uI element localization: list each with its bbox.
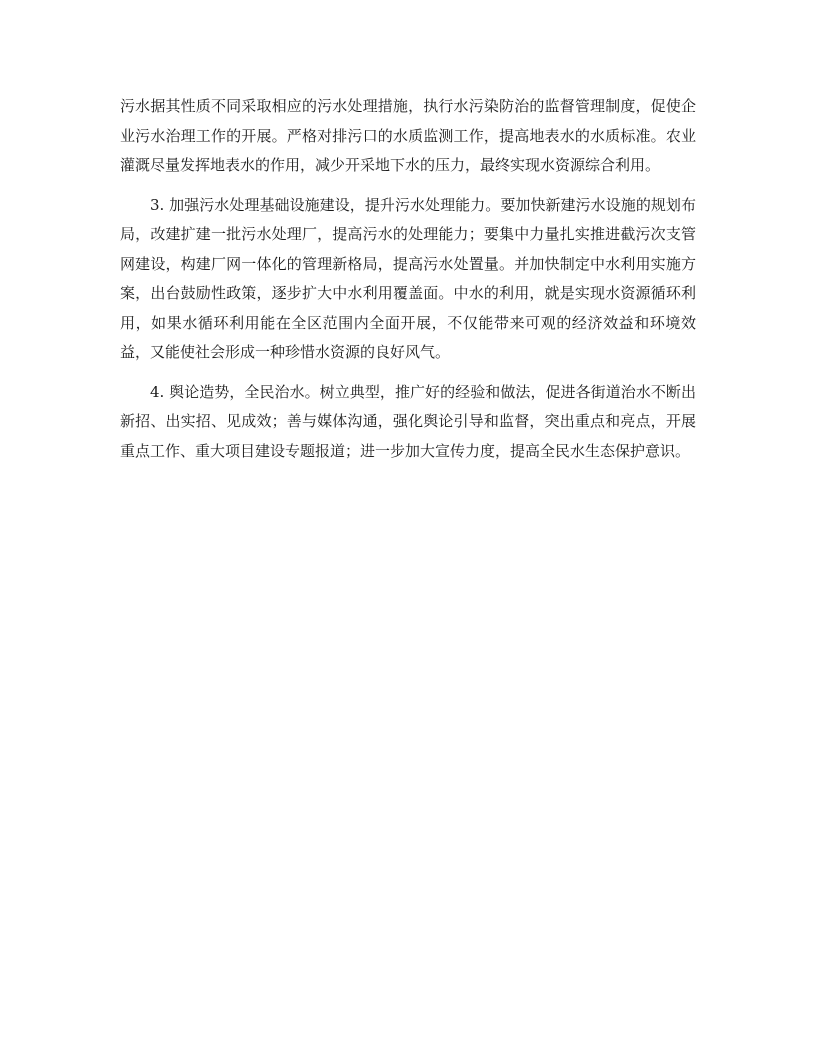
paragraph-continuation: 污水据其性质不同采取相应的污水处理措施，执行水污染防治的监督管理制度，促使企业污水治理工作的开展。严格对排污口的水质监测工作，提高地表水的水质标准。农业灌溉尽量发挥地表水的作用，减少开采地下水的压力，最终实现水资源综合利用。 xyxy=(120,97,696,174)
paragraph-item-4: 4. 舆论造势，全民治水。树立典型，推广好的经验和做法，促进各街道治水不断出新招、出实招、见成效；善与媒体沟通，强化舆论引导和监督，突出重点和亮点，开展重点工作、重大项目建设专题报道；进一步加大宣传力度，提高全民水生态保护意识。 xyxy=(120,382,696,460)
paragraph-item-3: 3. 加强污水处理基础设施建设，提升污水处理能力。要加快新建污水设施的规划布局，改建扩建一批污水处理厂，提高污水的处理能力；要集中力量扎实推进截污次支管网建设，构建厂网一体化的管理新格局，提高污水处置量。并加快制定中水利用实施方案，出台鼓励性政策，逐步扩大中水利用覆盖面。中水的利用，就是实现水资源循环利用，如果水循环利用能在全区范围内全面开展，不仅能带来可观的经济效益和环境效益，又能使社会形成一种珍惜水资源的良好风气。 xyxy=(120,195,696,361)
document-body xyxy=(120,92,696,466)
